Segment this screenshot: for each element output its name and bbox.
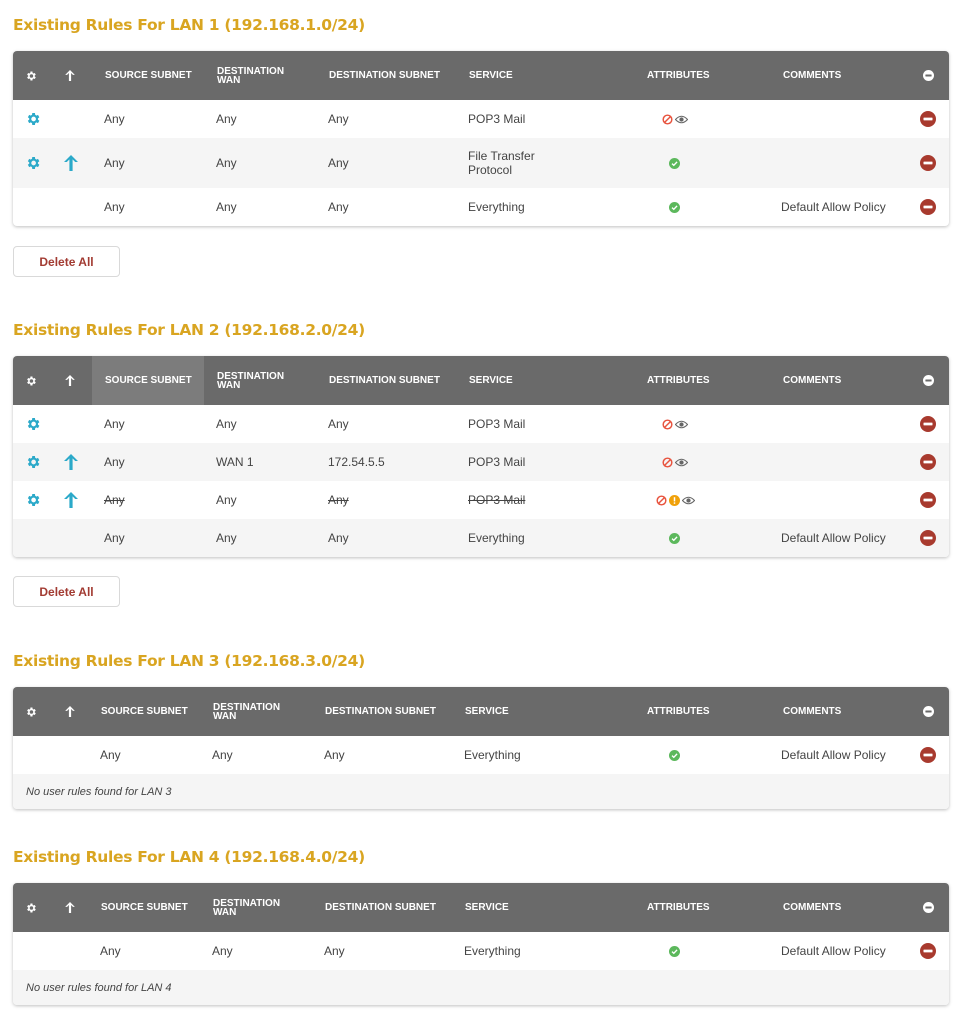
lan4-section [13, 847, 949, 1005]
table-header [13, 883, 949, 932]
service-cell: Everything [468, 531, 525, 545]
gear-icon [25, 51, 37, 100]
source-cell: Any [104, 493, 125, 507]
attributes-cell [662, 100, 688, 138]
remove-all-icon[interactable] [923, 356, 934, 405]
check-icon [669, 946, 680, 957]
remove-all-icon[interactable] [923, 51, 934, 100]
dest-cell: Any [328, 156, 349, 170]
attributes-cell [669, 932, 680, 970]
header-service[interactable]: SERVICE [469, 375, 513, 386]
empty-message: No user rules found for LAN 3 [13, 774, 949, 809]
source-cell: Any [104, 156, 125, 170]
dest-cell: Any [324, 944, 345, 958]
arrow-up-icon [65, 687, 75, 736]
header-comments[interactable]: COMMENTS [783, 70, 842, 81]
header-comments[interactable]: COMMENTS [783, 706, 842, 717]
blocked-icon [662, 419, 673, 430]
table-row [13, 519, 949, 557]
service-cell: Everything [464, 748, 521, 762]
table-row [13, 736, 949, 774]
header-attributes[interactable]: ATTRIBUTES [647, 902, 710, 913]
header-service[interactable]: SERVICE [469, 70, 513, 81]
wan-cell: Any [212, 944, 233, 958]
header-destination-subnet[interactable]: DESTINATION SUBNET [329, 375, 440, 386]
remove-all-icon[interactable] [923, 883, 934, 932]
header-source-subnet[interactable]: SOURCE SUBNET [101, 902, 188, 913]
remove-icon[interactable] [920, 481, 936, 519]
check-icon [669, 202, 680, 213]
remove-icon[interactable] [920, 138, 936, 188]
header-source-subnet[interactable]: SOURCE SUBNET [101, 706, 188, 717]
check-icon [669, 750, 680, 761]
header-destination-wan[interactable]: DESTINATION WAN [213, 701, 281, 722]
gear-icon [25, 883, 37, 932]
table-row [13, 481, 949, 519]
attributes-cell [656, 481, 695, 519]
header-attributes[interactable]: ATTRIBUTES [647, 706, 710, 717]
remove-icon[interactable] [920, 188, 936, 226]
blocked-icon [662, 457, 673, 468]
source-cell: Any [104, 531, 125, 545]
eye-icon [675, 114, 688, 125]
lan2-section [13, 320, 949, 557]
rules-table [13, 687, 949, 809]
dest-cell: 172.54.5.5 [328, 455, 385, 469]
eye-icon [675, 419, 688, 430]
header-destination-subnet[interactable]: DESTINATION SUBNET [325, 902, 436, 913]
table-row [13, 138, 949, 188]
source-cell: Any [104, 112, 125, 126]
arrow-up-icon[interactable] [64, 481, 78, 519]
table-row [13, 405, 949, 443]
empty-message: No user rules found for LAN 4 [13, 970, 949, 1005]
comment-cell: Default Allow Policy [781, 748, 886, 762]
wan-cell: Any [216, 531, 237, 545]
header-source-subnet[interactable]: SOURCE SUBNET [92, 356, 204, 405]
dest-cell: Any [324, 748, 345, 762]
wan-cell: Any [216, 112, 237, 126]
rules-table [13, 883, 949, 1005]
header-destination-wan[interactable]: DESTINATION WAN [217, 65, 285, 86]
wan-cell: WAN 1 [216, 455, 254, 469]
arrow-up-icon[interactable] [64, 138, 78, 188]
gear-icon[interactable] [25, 443, 41, 481]
comment-cell: Default Allow Policy [781, 531, 886, 545]
header-destination-subnet[interactable]: DESTINATION SUBNET [329, 70, 440, 81]
header-destination-subnet[interactable]: DESTINATION SUBNET [325, 706, 436, 717]
remove-all-icon[interactable] [923, 687, 934, 736]
delete-all-button[interactable]: Delete All [13, 246, 120, 277]
arrow-up-icon[interactable] [64, 443, 78, 481]
service-cell: POP3 Mail [468, 112, 526, 126]
header-service[interactable]: SERVICE [465, 706, 509, 717]
delete-all-button[interactable]: Delete All [13, 576, 120, 607]
remove-icon[interactable] [920, 443, 936, 481]
attributes-cell [669, 188, 680, 226]
dest-cell: Any [328, 417, 349, 431]
header-destination-wan[interactable]: DESTINATION WAN [217, 370, 285, 391]
rules-table [13, 356, 949, 557]
attributes-cell [662, 443, 688, 481]
header-attributes[interactable]: ATTRIBUTES [647, 70, 710, 81]
gear-icon[interactable] [25, 405, 41, 443]
source-cell: Any [104, 417, 125, 431]
table-row [13, 100, 949, 138]
warning-icon [669, 495, 680, 506]
header-source-subnet[interactable]: SOURCE SUBNET [105, 70, 192, 81]
gear-icon[interactable] [25, 138, 41, 188]
lan3-section [13, 651, 949, 809]
source-cell: Any [104, 200, 125, 214]
table-row [13, 932, 949, 970]
service-cell: POP3 Mail [468, 417, 526, 431]
table-header [13, 51, 949, 100]
service-cell: Everything [468, 200, 525, 214]
check-icon [669, 533, 680, 544]
service-cell: POP3 Mail [468, 493, 526, 507]
blocked-icon [662, 114, 673, 125]
lan1-section [13, 15, 949, 226]
remove-icon[interactable] [920, 736, 936, 774]
service-cell: POP3 Mail [468, 455, 526, 469]
table-header [13, 356, 949, 405]
check-icon [669, 158, 680, 169]
wan-cell: Any [212, 748, 233, 762]
arrow-up-icon [65, 51, 75, 100]
remove-icon[interactable] [920, 519, 936, 557]
blocked-icon [656, 495, 667, 506]
remove-icon[interactable] [920, 405, 936, 443]
table-row [13, 443, 949, 481]
wan-cell: Any [216, 493, 237, 507]
attributes-cell [669, 736, 680, 774]
header-attributes[interactable]: ATTRIBUTES [647, 375, 710, 386]
comment-cell: Default Allow Policy [781, 200, 886, 214]
gear-icon [25, 356, 37, 405]
remove-icon[interactable] [920, 932, 936, 970]
header-comments[interactable]: COMMENTS [783, 375, 842, 386]
dest-cell: Any [328, 493, 349, 507]
header-destination-wan[interactable]: DESTINATION WAN [213, 897, 281, 918]
rules-table [13, 51, 949, 226]
table-row [13, 188, 949, 226]
eye-icon [682, 495, 695, 506]
attributes-cell [669, 138, 680, 188]
gear-icon[interactable] [25, 100, 41, 138]
eye-icon [675, 457, 688, 468]
arrow-up-icon [65, 883, 75, 932]
source-cell: Any [104, 455, 125, 469]
source-cell: Any [100, 944, 121, 958]
comment-cell: Default Allow Policy [781, 944, 886, 958]
source-cell: Any [100, 748, 121, 762]
dest-cell: Any [328, 112, 349, 126]
gear-icon[interactable] [25, 481, 41, 519]
service-cell: Everything [464, 944, 521, 958]
header-service[interactable]: SERVICE [465, 902, 509, 913]
table-header [13, 687, 949, 736]
gear-icon [25, 687, 37, 736]
section-title: Existing Rules For LAN 4 (192.168.4.0/24) [13, 848, 365, 866]
attributes-cell [662, 405, 688, 443]
arrow-up-icon [65, 356, 75, 405]
remove-icon[interactable] [920, 100, 936, 138]
wan-cell: Any [216, 200, 237, 214]
dest-cell: Any [328, 531, 349, 545]
wan-cell: Any [216, 156, 237, 170]
attributes-cell [669, 519, 680, 557]
header-comments[interactable]: COMMENTS [783, 902, 842, 913]
wan-cell: Any [216, 417, 237, 431]
section-title: Existing Rules For LAN 2 (192.168.2.0/24) [13, 321, 365, 339]
section-title: Existing Rules For LAN 3 (192.168.3.0/24) [13, 652, 365, 670]
dest-cell: Any [328, 200, 349, 214]
section-title: Existing Rules For LAN 1 (192.168.1.0/24) [13, 16, 365, 34]
service-cell: File Transfer Protocol [468, 149, 535, 177]
